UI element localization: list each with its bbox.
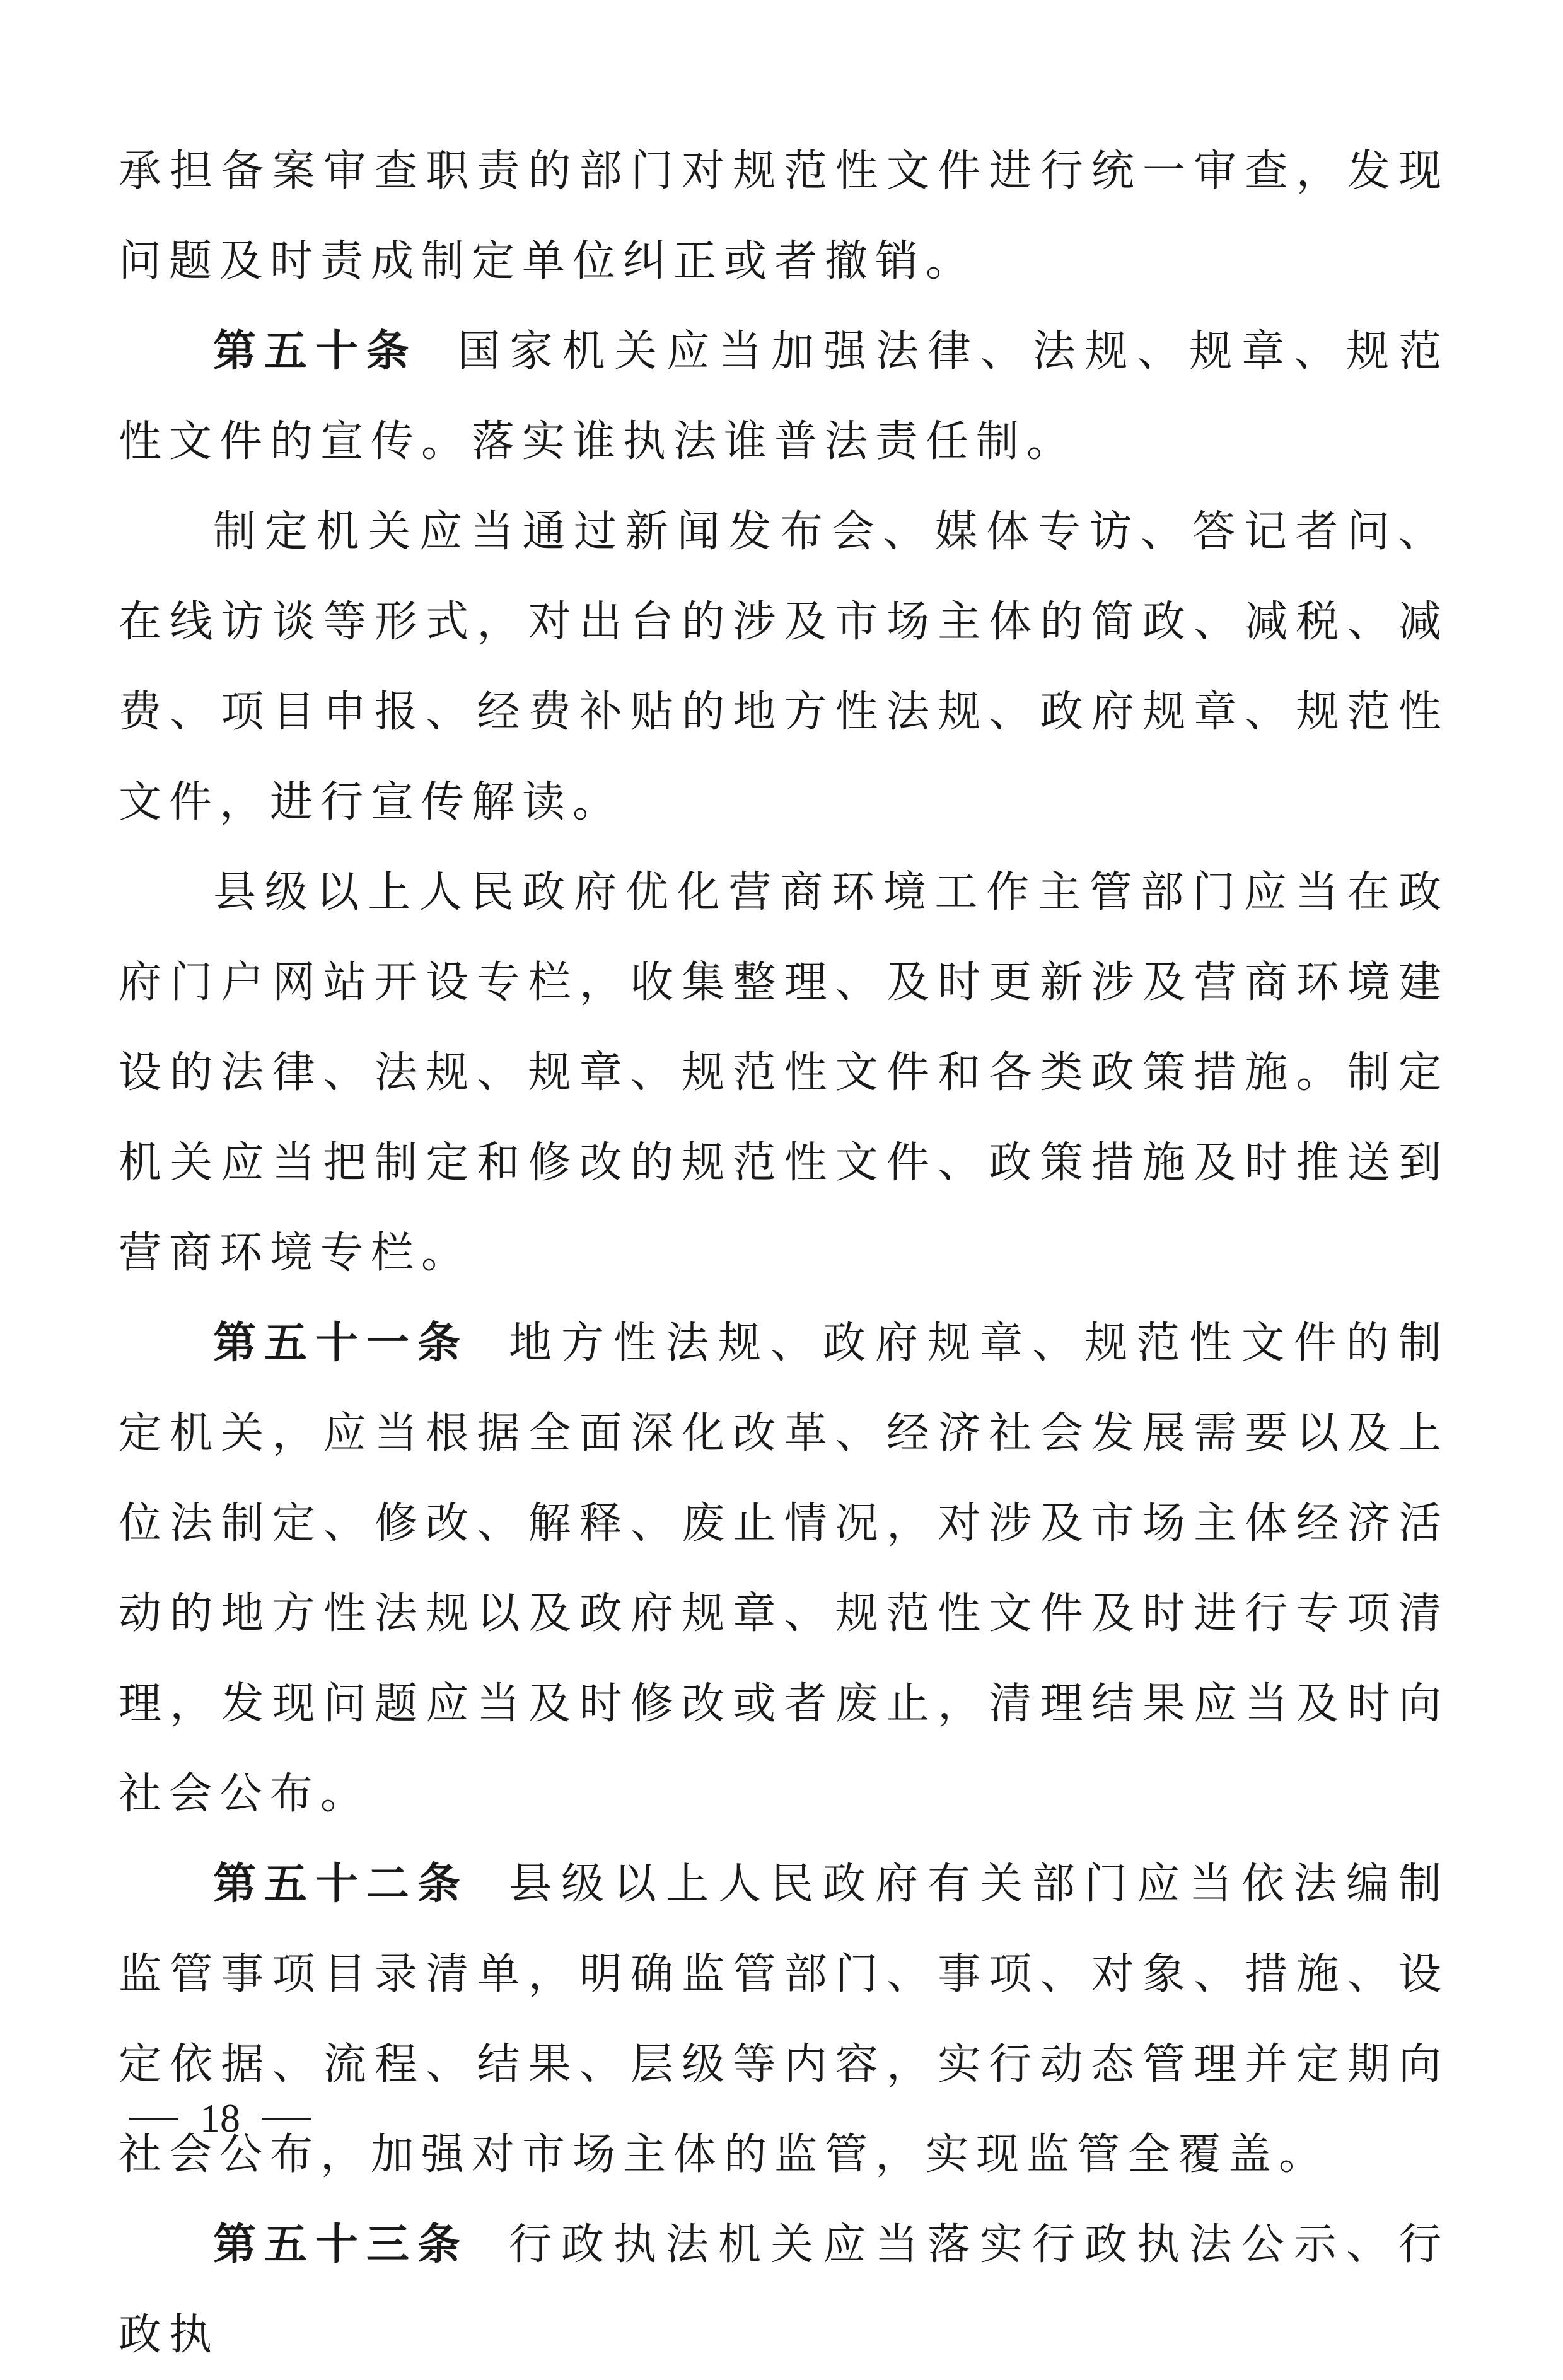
article-number: 第五十三条	[213, 2220, 468, 2270]
paragraph-text: 国家机关应当加强法律、法规、规章、规范性文件的宣传。落实谁执法谁普法责任制。	[119, 327, 1449, 467]
paragraph-text: 县级以上人民政府优化营商环境工作主管部门应当在政府门户网站开设专栏，收集整理、及时更新涉及营商环境建设的法律、法规、规章、规范性文件和各类政策措施。制定机关应当把制定和修改的规范性文件、政策措施及时推送到营商环境专栏。	[119, 868, 1449, 1278]
paragraph	[119, 126, 1449, 306]
paragraph-text: 县级以上人民政府有关部门应当依法编制监管事项目录清单，明确监管部门、事项、对象、措施、设定依据、流程、结果、层级等内容，实行动态管理并定期向社会公布，加强对市场主体的监管，实现监管全覆盖。	[119, 1859, 1449, 2180]
paragraph	[119, 487, 1449, 847]
article-number: 第五十条	[213, 327, 417, 376]
paragraph-text: 行政执法机关应当落实行政执法公示、行政执	[119, 2220, 1449, 2360]
page-footer	[129, 2093, 311, 2144]
paragraph-text: 制定机关应当通过新闻发布会、媒体专访、答记者问、在线访谈等形式，对出台的涉及市场主体的简政、减税、减费、项目申报、经费补贴的地方性法规、政府规章、规范性文件，进行宣传解读。	[119, 507, 1449, 827]
document-body	[119, 126, 1449, 2380]
article-paragraph	[119, 1839, 1449, 2200]
page-number: 18	[200, 2096, 240, 2140]
article-number: 第五十二条	[213, 1859, 468, 1909]
article-paragraph	[119, 306, 1449, 487]
paragraph-text: 承担备案审查职责的部门对规范性文件进行统一审查，发现问题及时责成制定单位纠正或者撤销。	[119, 146, 1449, 286]
article-paragraph	[119, 1298, 1449, 1839]
paragraph-text: 地方性法规、政府规章、规范性文件的制定机关，应当根据全面深化改革、经济社会发展需要以及上位法制定、修改、解释、废止情况，对涉及市场主体经济活动的地方性法规以及政府规章、规范性文件及时进行专项清理，发现问题应当及时修改或者废止，清理结果应当及时向社会公布。	[119, 1318, 1449, 1819]
paragraph	[119, 847, 1449, 1298]
footer-dash-right	[262, 2118, 311, 2120]
footer-dash-left	[129, 2118, 178, 2120]
article-paragraph	[119, 2200, 1449, 2380]
article-number: 第五十一条	[213, 1318, 468, 1368]
